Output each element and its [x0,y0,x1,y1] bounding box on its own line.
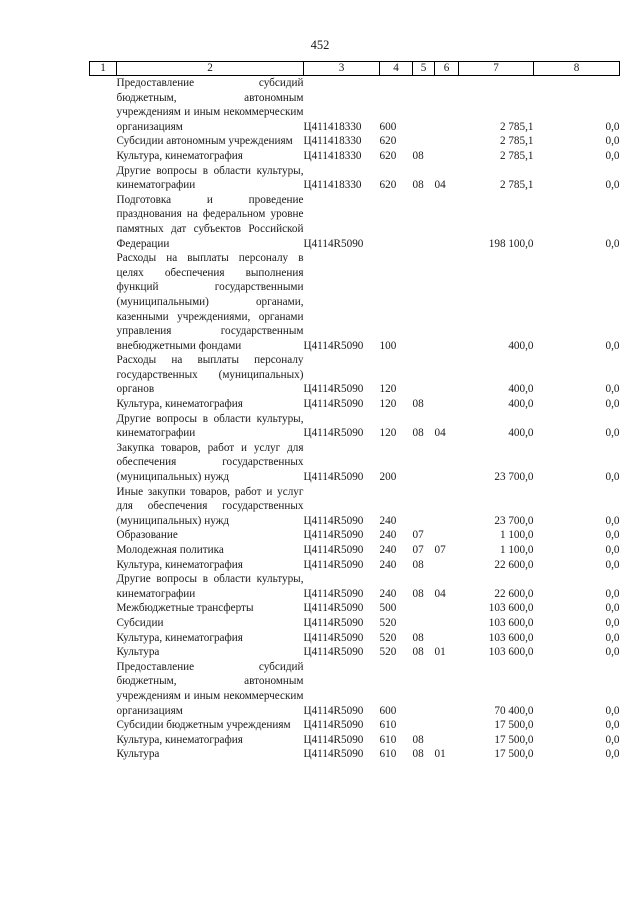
row-amount-2-cell: 0,0 [605,646,620,659]
table-row [90,616,620,631]
row-expense-type-cell: 240 [379,514,397,527]
table-row [90,645,620,660]
table-row [90,528,620,543]
row-section-cell: 08 [412,558,424,571]
row-amount-2-cell: 0,0 [605,616,620,629]
row-name-cell: Культура, кинематография [116,733,243,746]
header-col-1: 1 [90,62,117,76]
row-amount-2-cell: 0,0 [605,383,620,396]
row-number-cell [90,441,117,485]
row-amount-cell: 2 785,1 [499,135,534,148]
row-subsection-cell [435,718,459,733]
row-target-article-cell: Ц4114R5090 [303,471,364,484]
row-number-cell [90,193,117,251]
row-amount-2-cell: 0,0 [605,120,620,133]
table-row [90,543,620,558]
row-amount-cell: 70 400,0 [494,704,534,717]
row-section-cell [413,134,435,149]
row-target-article-cell: Ц4114R5090 [303,544,364,556]
row-name-cell: Субсидии автономным учреждениям [116,135,293,148]
row-amount-cell: 2 785,1 [499,149,534,162]
row-name-cell: Культура, кинематография [116,398,243,411]
table-row [90,149,620,164]
row-subsection-cell [435,397,459,412]
row-number-cell [90,164,117,193]
row-subsection-cell [435,353,459,397]
row-number-cell [90,747,117,762]
row-amount-2-cell: 0,0 [605,587,620,600]
row-name-cell: Культура [116,646,160,659]
row-section-cell: 08 [412,646,424,659]
row-target-article-cell: Ц4114R5090 [303,427,364,440]
row-amount-cell: 400,0 [508,427,534,440]
row-section-cell: 08 [412,149,424,162]
row-section-cell: 08 [412,748,424,761]
row-subsection-cell: 07 [434,544,446,556]
row-target-article-cell: Ц4114R5090 [303,398,364,411]
table-row [90,193,620,251]
row-name-cell: Закупка товаров, работ и услуг для обеспечения государственных (муниципальных) нужд [116,441,304,484]
row-section-cell: 08 [412,427,424,440]
row-expense-type-cell: 240 [379,544,397,556]
row-subsection-cell [435,134,459,149]
row-amount-2-cell: 0,0 [605,748,620,761]
row-subsection-cell [435,733,459,748]
row-name-cell: Подготовка и проведение празднования на федеральном уровне памятных дат субъектов Российской Федерации [116,193,304,250]
row-target-article-cell: Ц411418330 [303,135,362,148]
row-name-cell: Другие вопросы в области культуры, кинематографии [116,412,304,440]
row-target-article-cell: Ц4114R5090 [303,237,364,250]
row-section-cell [413,353,435,397]
row-amount-cell: 103 600,0 [488,616,534,629]
row-target-article-cell: Ц4114R5090 [303,748,364,761]
row-name-cell: Культура, кинематография [116,631,243,644]
row-amount-cell: 400,0 [508,398,534,411]
row-name-cell: Культура, кинематография [116,149,243,162]
table-row [90,601,620,616]
row-amount-2-cell: 0,0 [605,602,620,615]
row-name-cell: Другие вопросы в области культуры, кинематографии [116,164,304,192]
row-subsection-cell [435,601,459,616]
row-target-article-cell: Ц4114R5090 [303,514,364,527]
row-section-cell [413,441,435,485]
row-number-cell [90,572,117,601]
row-target-article-cell: Ц411418330 [303,120,362,133]
row-section-cell [413,76,435,135]
row-number-cell [90,485,117,529]
row-expense-type-cell: 240 [379,558,397,571]
row-amount-cell: 103 600,0 [488,631,534,644]
row-amount-2-cell: 0,0 [605,558,620,571]
row-amount-cell: 2 785,1 [499,179,534,192]
table-row [90,718,620,733]
row-number-cell [90,645,117,660]
row-name-cell: Расходы на выплаты персоналу в целях обеспечения выполнения функций государственными (муниципальными) органами, казенными учреждениями, органами управления государственным внебюджетными фондами [116,252,304,352]
row-amount-cell: 198 100,0 [488,237,534,250]
row-expense-type-cell: 620 [379,179,397,192]
row-amount-2-cell: 0,0 [605,514,620,527]
row-subsection-cell: 04 [434,179,446,192]
header-col-7: 7 [459,62,534,76]
row-target-article-cell: Ц4114R5090 [303,646,364,659]
header-col-5: 5 [413,62,435,76]
row-amount-cell: 23 700,0 [494,471,534,484]
row-name-cell: Другие вопросы в области культуры, кинематографии [116,573,304,600]
row-target-article-cell: Ц4114R5090 [303,587,364,600]
row-section-cell: 08 [412,179,424,192]
page-number: 452 [310,38,330,52]
table-row [90,441,620,485]
row-subsection-cell: 04 [434,427,446,440]
row-number-cell [90,397,117,412]
row-section-cell [413,718,435,733]
row-number-cell [90,631,117,646]
header-col-8: 8 [534,62,620,76]
row-expense-type-cell: 610 [379,719,397,732]
row-amount-cell: 400,0 [508,383,534,396]
row-amount-2-cell: 0,0 [605,631,620,644]
row-amount-cell: 22 600,0 [494,558,534,571]
row-number-cell [90,660,117,718]
row-amount-cell: 1 100,0 [499,544,534,556]
row-expense-type-cell: 120 [379,383,397,396]
row-number-cell [90,543,117,558]
row-section-cell: 08 [412,587,424,600]
row-section-cell [413,616,435,631]
row-target-article-cell: Ц4114R5090 [303,602,364,615]
row-expense-type-cell: 620 [379,149,397,162]
row-subsection-cell [435,76,459,135]
row-name-cell: Иные закупки товаров, работ и услуг для обеспечения государственных (муниципальных) нужд [116,485,304,527]
row-amount-cell: 103 600,0 [488,602,534,615]
table-row [90,660,620,718]
table-row [90,733,620,748]
row-number-cell [90,76,117,135]
row-subsection-cell [435,616,459,631]
table-row [90,397,620,412]
row-subsection-cell [435,251,459,353]
table-row [90,251,620,353]
row-section-cell: 08 [412,398,424,411]
row-amount-cell: 23 700,0 [494,514,534,527]
budget-table [89,61,620,762]
table-row [90,353,620,397]
row-amount-cell: 103 600,0 [488,646,534,659]
row-amount-cell: 2 785,1 [499,120,534,133]
row-name-cell: Расходы на выплаты персоналу государственных (муниципальных) органов [116,354,304,396]
row-number-cell [90,733,117,748]
row-target-article-cell: Ц4114R5090 [303,631,364,644]
row-subsection-cell [435,558,459,573]
row-name-cell: Культура [116,748,160,761]
row-amount-2-cell: 0,0 [605,398,620,411]
row-amount-2-cell: 0,0 [605,719,620,732]
row-number-cell [90,601,117,616]
row-target-article-cell: Ц4114R5090 [303,383,364,396]
table-row [90,747,620,762]
row-subsection-cell: 01 [434,646,446,659]
table-row [90,558,620,573]
row-name-cell: Субсидии [116,616,164,629]
row-amount-2-cell: 0,0 [605,339,620,352]
row-number-cell [90,718,117,733]
row-expense-type-cell [380,193,413,251]
row-section-cell [413,601,435,616]
row-expense-type-cell: 100 [379,339,397,352]
row-amount-cell: 22 600,0 [494,587,534,600]
row-amount-cell: 17 500,0 [494,733,534,746]
row-expense-type-cell: 520 [379,631,397,644]
row-expense-type-cell: 610 [379,733,397,746]
row-subsection-cell [435,631,459,646]
row-amount-2-cell: 0,0 [605,427,620,440]
row-target-article-cell: Ц4114R5090 [303,704,364,717]
row-section-cell [413,193,435,251]
table-row [90,631,620,646]
row-amount-cell: 17 500,0 [494,748,534,761]
row-amount-2-cell: 0,0 [605,733,620,746]
row-section-cell: 08 [412,733,424,746]
row-amount-2-cell: 0,0 [605,237,620,250]
row-name-cell: Предоставление субсидий бюджетным, автономным учреждениям и иным некоммерческим организациям [116,77,304,133]
row-expense-type-cell: 600 [379,120,397,133]
row-amount-2-cell: 0,0 [605,544,620,556]
row-amount-cell: 1 100,0 [499,529,534,542]
row-number-cell [90,528,117,543]
header-row [90,62,620,76]
row-section-cell [413,251,435,353]
row-expense-type-cell: 600 [379,704,397,717]
row-target-article-cell: Ц4114R5090 [303,733,364,746]
table-row [90,134,620,149]
table-row [90,485,620,529]
row-target-article-cell: Ц4114R5090 [303,719,364,732]
row-subsection-cell: 01 [434,748,446,761]
row-number-cell [90,134,117,149]
row-section-cell [413,485,435,529]
row-expense-type-cell: 120 [379,427,397,440]
row-expense-type-cell: 520 [379,616,397,629]
row-name-cell: Предоставление субсидий бюджетным, автономным учреждениям и иным некоммерческим организациям [116,660,304,717]
row-number-cell [90,412,117,441]
header-col-6: 6 [435,62,459,76]
row-amount-cell: 400,0 [508,339,534,352]
row-target-article-cell: Ц4114R5090 [303,558,364,571]
row-name-cell: Культура, кинематография [116,558,243,571]
header-col-3: 3 [304,62,380,76]
row-section-cell [413,660,435,718]
row-target-article-cell: Ц411418330 [303,179,362,192]
row-expense-type-cell: 120 [379,398,397,411]
row-number-cell [90,149,117,164]
row-name-cell: Молодежная политика [116,544,224,556]
row-amount-2-cell: 0,0 [605,135,620,148]
row-target-article-cell: Ц4114R5090 [303,616,364,629]
row-expense-type-cell: 200 [379,471,397,484]
table-row [90,76,620,135]
header-col-2: 2 [117,62,304,76]
row-expense-type-cell: 240 [379,529,397,542]
header-col-4: 4 [380,62,413,76]
row-name-cell: Межбюджетные трансферты [116,602,254,615]
row-subsection-cell: 04 [434,587,446,600]
row-subsection-cell [435,660,459,718]
row-subsection-cell [435,485,459,529]
row-subsection-cell [435,528,459,543]
table-body [90,76,620,762]
row-name-cell: Образование [116,529,178,542]
row-expense-type-cell: 240 [379,587,397,600]
table-row [90,164,620,193]
row-amount-cell: 17 500,0 [494,719,534,732]
row-amount-2-cell: 0,0 [605,529,620,542]
row-number-cell [90,558,117,573]
row-amount-2-cell: 0,0 [605,471,620,484]
row-number-cell [90,616,117,631]
row-target-article-cell: Ц4114R5090 [303,339,364,352]
row-expense-type-cell: 620 [379,135,397,148]
table-row [90,412,620,441]
row-expense-type-cell: 520 [379,646,397,659]
row-amount-2-cell: 0,0 [605,179,620,192]
row-amount-2-cell: 0,0 [605,149,620,162]
row-amount-2-cell: 0,0 [605,704,620,717]
row-subsection-cell [435,149,459,164]
row-name-cell: Субсидии бюджетным учреждениям [116,719,291,732]
row-target-article-cell: Ц411418330 [303,149,362,162]
row-subsection-cell [435,193,459,251]
row-target-article-cell: Ц4114R5090 [303,529,364,542]
row-subsection-cell [435,441,459,485]
row-number-cell [90,353,117,397]
row-section-cell: 07 [412,544,424,556]
table-row [90,572,620,601]
row-number-cell [90,251,117,353]
row-section-cell: 07 [412,529,424,542]
row-expense-type-cell: 500 [379,602,397,615]
row-expense-type-cell: 610 [379,748,397,761]
row-section-cell: 08 [412,631,424,644]
